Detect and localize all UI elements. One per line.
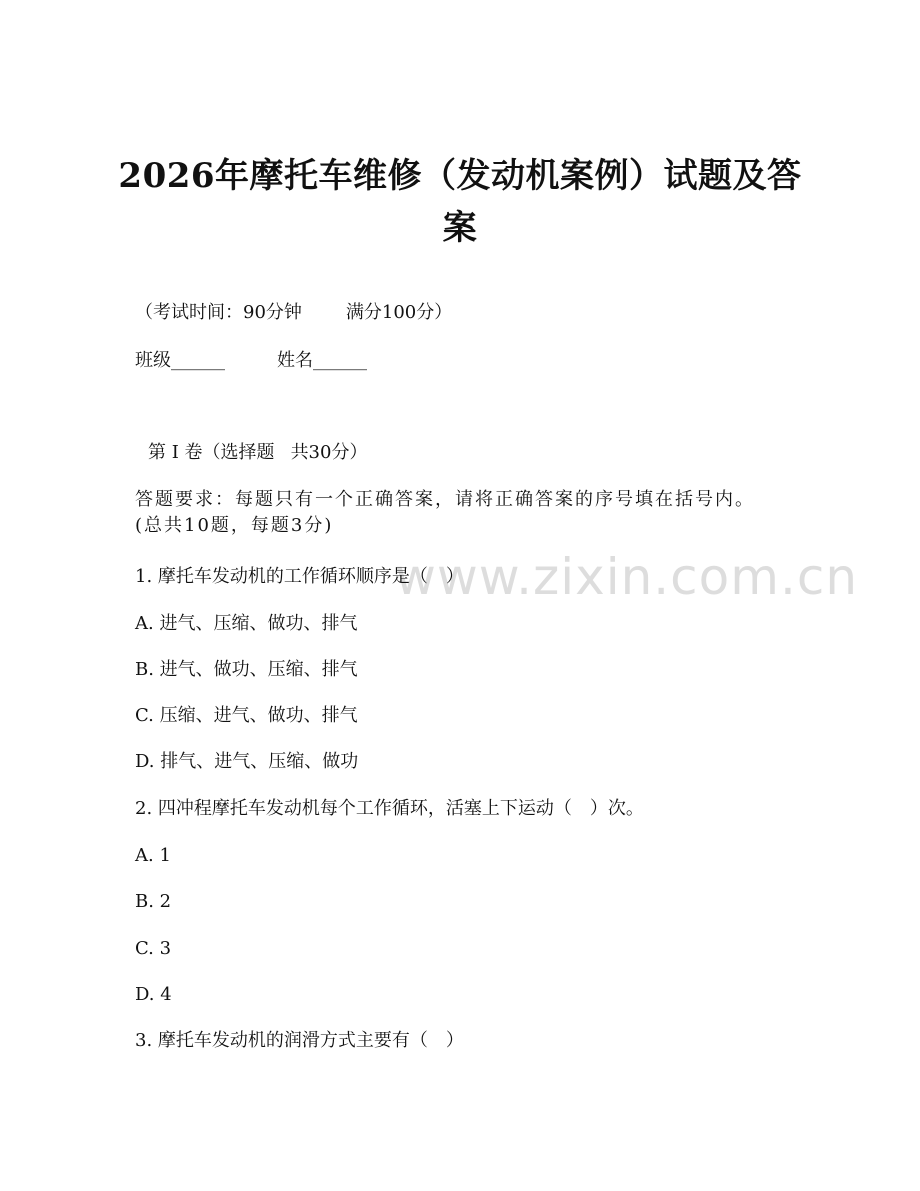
question-1-stem: 1. 摩托车发动机的工作循环顺序是（ ）	[135, 566, 464, 587]
question-1-option-c: C. 压缩、进气、做功、排气	[135, 705, 358, 726]
class-field: 班级______	[135, 350, 225, 371]
question-2-option-b: B. 2	[135, 891, 172, 912]
exam-time: （考试时间：90分钟	[135, 302, 302, 323]
document-title: 2026年摩托车维修（发动机案例）试题及答案	[118, 156, 802, 248]
watermark: www.zixin.com.cn	[395, 548, 859, 606]
question-1-option-d: D. 排气、进气、压缩、做功	[135, 751, 359, 772]
section-label: 第 I 卷（选择题	[148, 442, 275, 463]
question-3-stem: 3. 摩托车发动机的润滑方式主要有（ ）	[135, 1030, 464, 1051]
exam-info	[135, 300, 452, 326]
instructions: 答题要求：每题只有一个正确答案，请将正确答案的序号填在括号内。(总共10题，每题3分)	[135, 489, 755, 536]
question-2-option-d: D. 4	[135, 984, 172, 1005]
full-score: 满分100分）	[345, 302, 453, 323]
section-heading	[148, 440, 367, 466]
question-1-option-b: B. 进气、做功、压缩、排气	[135, 659, 358, 680]
question-2-option-a: A. 1	[135, 845, 171, 866]
question-2-option-c: C. 3	[135, 938, 172, 959]
question-1-option-a: A. 进气、压缩、做功、排气	[135, 613, 358, 634]
question-2-stem: 2. 四冲程摩托车发动机每个工作循环，活塞上下运动（ ）次。	[135, 798, 644, 819]
student-info	[135, 348, 367, 374]
name-field: 姓名______	[277, 350, 367, 371]
section-total: 共30分）	[290, 442, 368, 463]
